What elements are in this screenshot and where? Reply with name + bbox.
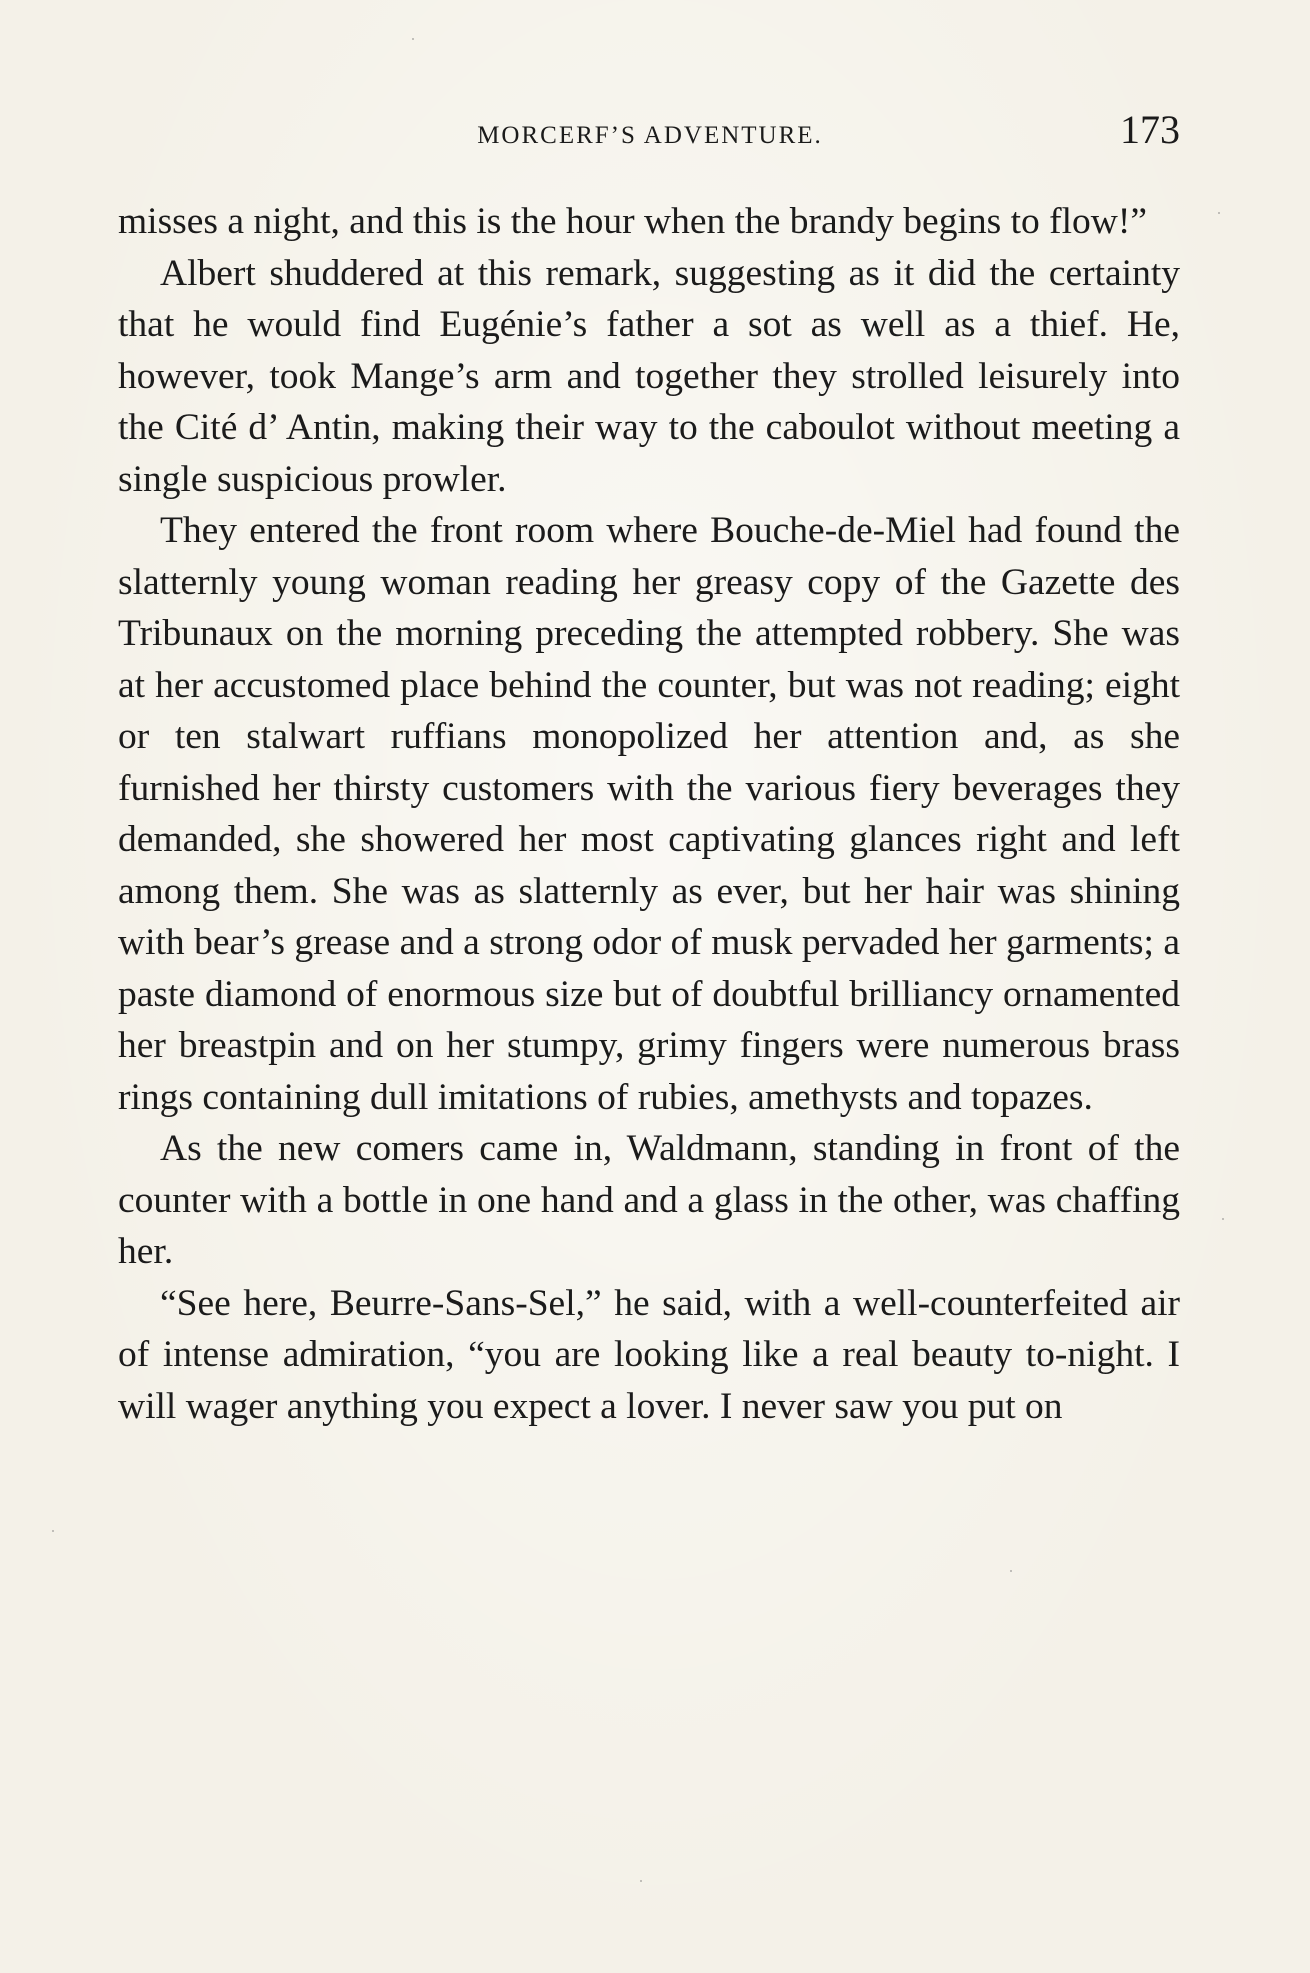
paper-speck (640, 1880, 642, 1882)
page-header (120, 102, 1180, 162)
paragraph: misses a night, and this is the hour when the brandy begins to flow!” (118, 201, 1147, 242)
paragraph: Albert shuddered at this remark, suggesting as it did the certainty that he would find Eugénie’s father a sot as well as a thief. He, however, took Mange’s arm and together they strolled leisurely into the Cité d’ Antin, making their way to the caboulot without meeting a single suspicious prowler. (118, 252, 1180, 500)
paper-speck (52, 1530, 54, 1532)
paper-speck (1010, 1570, 1012, 1572)
body-text (118, 196, 1180, 1432)
paper-speck (1222, 1218, 1224, 1220)
paragraph: “See here, Beurre-Sans-Sel,” he said, with a well-counterfeited air of intense admiration, “you are looking like a real beauty to-night. I will wager anything you expect a lover. I never saw you put on (118, 1282, 1180, 1427)
paper-speck (1218, 212, 1220, 214)
paragraph: They entered the front room where Bouche-de-Miel had found the slatternly young woman reading her greasy copy of the Gazette des Tribunaux on the morning preceding the attempted robbery. She was at her accustomed place behind the counter, but was not reading; eight or ten stalwart ruffians monopolized her attention and, as she furnished her thirsty customers with the various fiery beverages they demanded, she showered her most captivating glances right and left among them. She was as slatternly as ever, but her hair was shining with bear’s grease and a strong odor of musk pervaded her garments; a paste diamond of enormous size but of doubtful brilliancy ornamented her breastpin and on her stumpy, grimy fingers were numerous brass rings containing dull imitations of rubies, amethysts and topazes. (118, 510, 1180, 1118)
paper-speck (412, 38, 414, 40)
page-number: 173 (1120, 107, 1180, 152)
paragraph: As the new comers came in, Waldmann, standing in front of the counter with a bottle in one hand and a glass in the other, was chaffing her. (118, 1128, 1180, 1272)
running-head: MORCERF’S ADVENTURE. (477, 122, 823, 149)
